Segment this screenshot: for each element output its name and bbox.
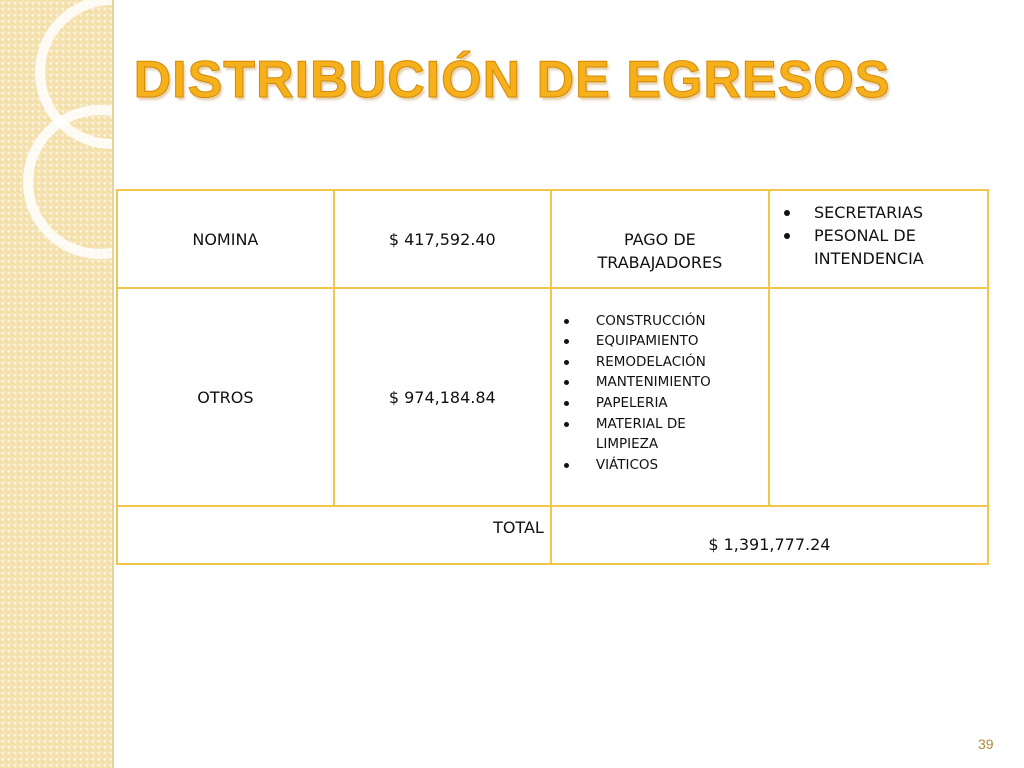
- list-item: MATERIAL DE LIMPIEZA: [596, 414, 706, 455]
- cell-concept-otros: OTROS: [117, 288, 334, 506]
- cell-concept-nomina: NOMINA: [117, 190, 334, 288]
- list-item: MANTENIMIENTO: [596, 372, 768, 393]
- details-list: [770, 201, 987, 270]
- egresos-table: [116, 189, 989, 565]
- list-item: SECRETARIAS: [814, 201, 987, 224]
- cell-description-nomina: [551, 190, 769, 288]
- slide-title: DISTRIBUCIÓN DE EGRESOS: [133, 51, 891, 109]
- cell-total-label: [117, 506, 551, 564]
- table-row-otros: [117, 288, 988, 506]
- cell-amount-otros: $ 974,184.84: [334, 288, 551, 506]
- cell-items-otros: [551, 288, 769, 506]
- cell-empty: [769, 288, 988, 506]
- description-text: PAGO DE TRABAJADORES: [597, 230, 723, 272]
- cell-details-nomina: [769, 190, 988, 288]
- decorative-rings: [0, 0, 112, 768]
- list-item: PAPELERIA: [596, 393, 768, 414]
- list-item: EQUIPAMIENTO: [596, 331, 768, 352]
- cell-amount-nomina: $ 417,592.40: [334, 190, 551, 288]
- page-number: 39: [978, 736, 994, 752]
- list-item: VIÁTICOS: [596, 455, 768, 476]
- list-item: PESONAL DE INTENDENCIA: [814, 224, 987, 270]
- table-row-nomina: [117, 190, 988, 288]
- decorative-side-band: [0, 0, 114, 768]
- items-list: [552, 311, 768, 476]
- list-item: CONSTRUCCIÓN: [596, 311, 768, 332]
- cell-total-value: [551, 506, 988, 564]
- total-value: $ 1,391,777.24: [708, 534, 831, 554]
- total-label: TOTAL: [493, 517, 544, 537]
- table-row-total: [117, 506, 988, 564]
- list-item: REMODELACIÓN: [596, 352, 768, 373]
